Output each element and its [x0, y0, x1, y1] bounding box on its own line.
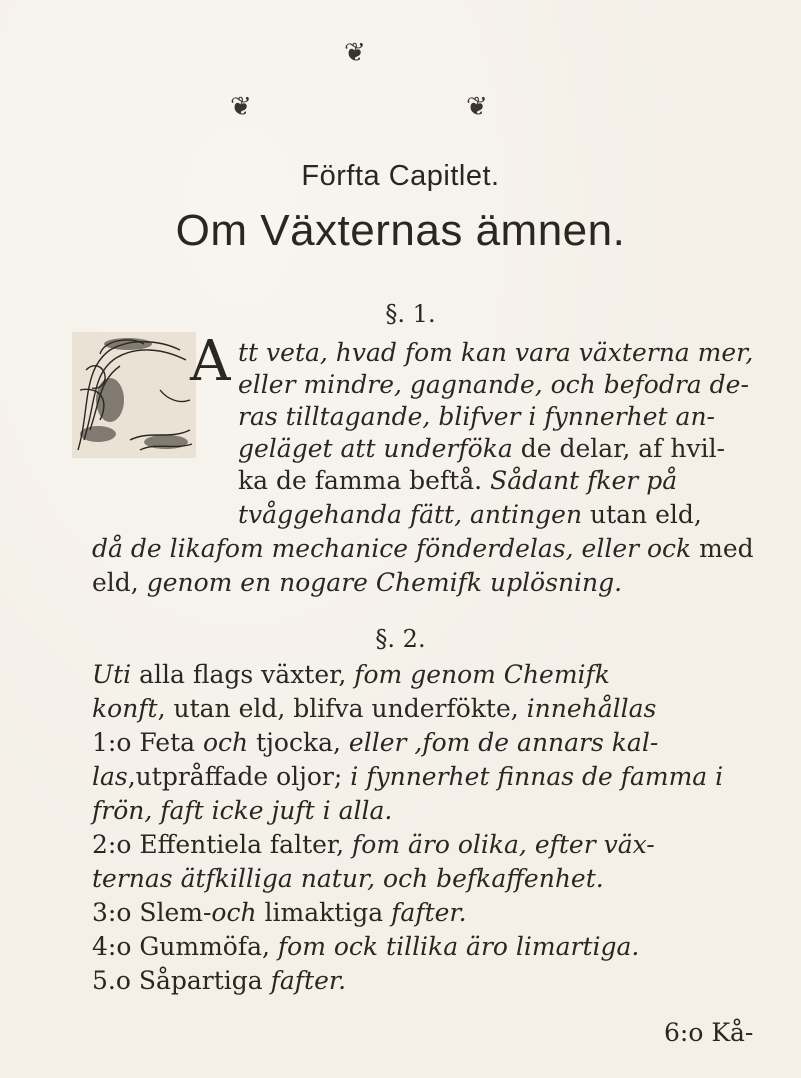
text-line [92, 762, 723, 792]
chapter-label: Förfta Capitlet. [301, 160, 500, 192]
text-run: fom ock tillika äro limartiga. [277, 932, 640, 961]
text-run: 5.o Såpartiga [92, 966, 271, 995]
text-run: fafter. [270, 966, 347, 995]
text-run: 4:o Gummöfa, [92, 932, 278, 961]
text-run: ternas ätfkilliga natur, och befkaffenhet. [92, 864, 604, 893]
decorated-initial [70, 330, 198, 460]
text-run: eller mindre, gagnande, och befodra de- [238, 370, 749, 399]
text-run: konft [92, 694, 158, 723]
flower-ornament-icon: ❦ [230, 92, 252, 122]
text-run: fom genom Chemifk [354, 660, 610, 689]
text-run: fom äro olika, efter väx- [352, 830, 655, 859]
section-mark-2: §. 2. [375, 625, 426, 653]
text-run: Uti [92, 660, 132, 689]
text-run: utan eld, [582, 500, 702, 529]
drop-cap: A [190, 329, 231, 394]
text-run: limaktiga [256, 898, 392, 927]
text-run: innehållas [526, 694, 657, 723]
text-run: ras tilltagande, blifver i fynnerhet an- [238, 402, 715, 431]
text-run: fafter. [391, 898, 467, 927]
text-line [92, 864, 604, 894]
text-line [238, 338, 753, 368]
text-line [92, 728, 658, 758]
catchword: 6:o Kå- [664, 1018, 754, 1047]
text-run: 3:o Slem- [92, 898, 212, 927]
text-run: eller ,fom de annars kal- [348, 728, 659, 757]
text-run: frön, faft icke juft i alla. [92, 796, 393, 825]
text-run: och [203, 728, 249, 757]
text-run: de delar, af hvil- [512, 434, 726, 463]
text-run: geläget att underföka [238, 434, 513, 463]
text-line [92, 898, 467, 928]
text-line [92, 830, 655, 860]
text-line [92, 932, 639, 962]
text-run: i fynnerhet finnas de famma i [350, 762, 724, 791]
text-line [92, 966, 346, 996]
section-mark-1: §. 1. [385, 300, 436, 328]
text-run: alla flags växter, [131, 660, 355, 689]
text-run: las [92, 762, 128, 791]
text-run: antingen [470, 500, 583, 529]
text-line [92, 534, 754, 564]
text-run: genom en nogare Chemifk uplösning. [146, 568, 623, 597]
text-run: och [211, 898, 257, 927]
flower-ornament-icon: ❦ [466, 92, 488, 122]
text-run: tjocka, [248, 728, 349, 757]
text-run: med [691, 534, 754, 563]
flower-ornament-icon: ❦ [344, 38, 366, 68]
text-run: tt veta, hvad fom kan vara växterna mer, [238, 338, 754, 367]
text-line [238, 500, 702, 530]
text-line [238, 466, 677, 496]
text-line [92, 694, 656, 724]
text-run: 2:o Effentiela falter, [92, 830, 353, 859]
text-run: då de likafom mechanice fönderdelas, eller ock [92, 534, 692, 563]
text-line [92, 568, 622, 598]
text-run: , utan eld, blifva underfökte, [157, 694, 527, 723]
text-run: eld, [92, 568, 147, 597]
text-run [462, 500, 470, 529]
chapter-title: Om Växternas ämnen. [175, 206, 626, 255]
text-run: Sådant fker på [490, 466, 678, 495]
text-line [238, 434, 725, 464]
text-line [92, 660, 610, 690]
text-line [92, 796, 392, 826]
text-run: ,utpråffade oljor; [127, 762, 351, 791]
engraved-initial-icon [70, 330, 198, 460]
text-run: 1:o Feta [92, 728, 203, 757]
text-line [238, 402, 715, 432]
text-run: tvåggehanda fätt, [238, 500, 463, 529]
text-run: ka de famma beftå. [238, 466, 491, 495]
text-line [238, 370, 749, 400]
